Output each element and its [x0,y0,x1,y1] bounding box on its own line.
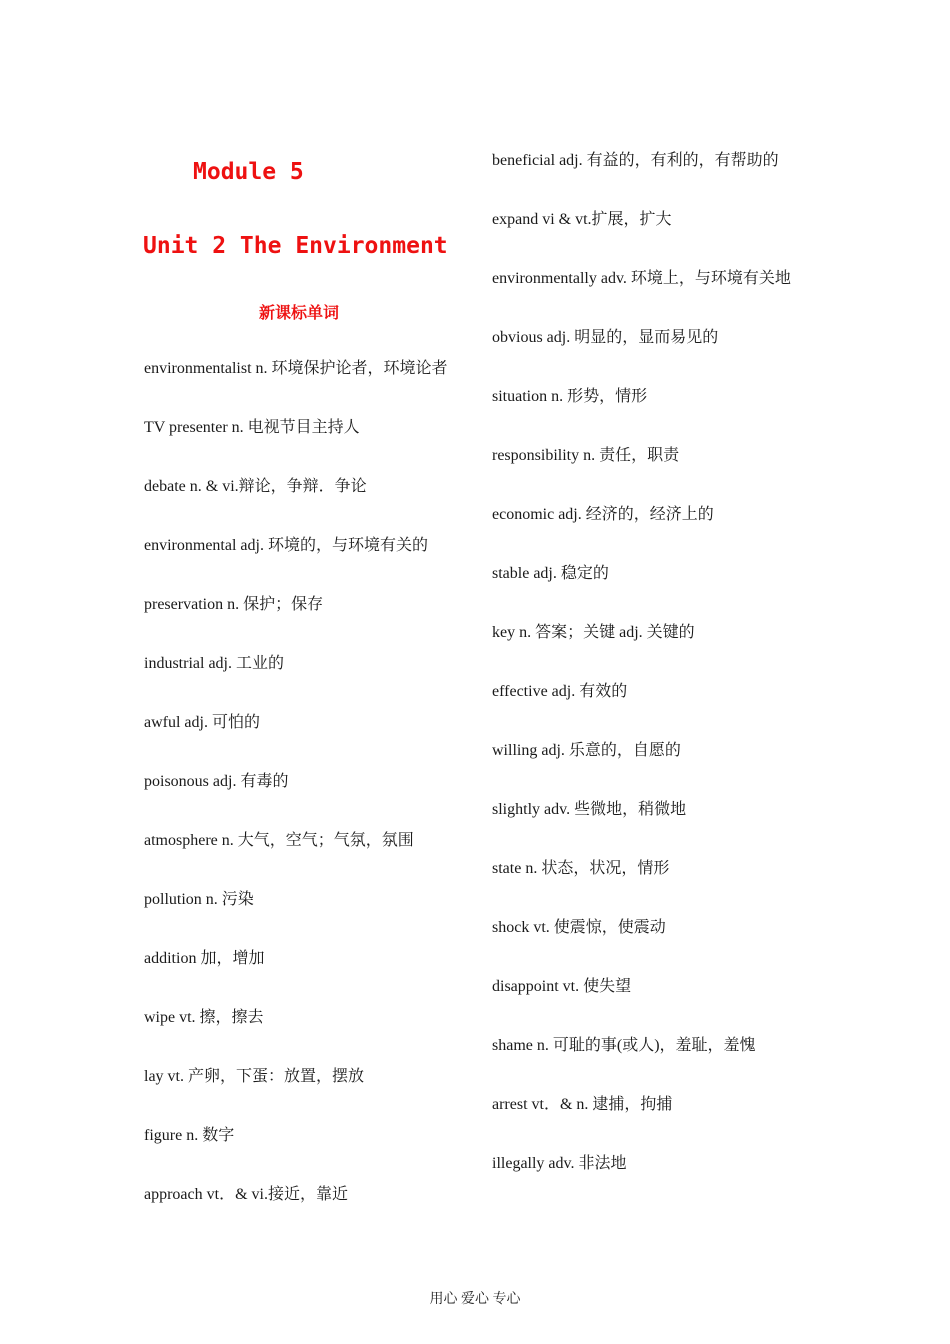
vocab-entry: debate n. & vi.辩论，争辩．争论 [144,478,367,495]
vocab-entry: poisonous adj. 有毒的 [144,773,289,790]
vocab-entry: environmental adj. 环境的，与环境有关的 [144,537,428,554]
section-label: 新课标单词 [259,303,340,322]
vocab-entry: willing adj. 乐意的，自愿的 [492,742,681,759]
unit-title: Unit 2 The Environment [143,233,448,259]
vocab-entry: illegally adv. 非法地 [492,1155,627,1172]
vocab-entry: responsibility n. 责任，职责 [492,447,680,464]
vocab-entry: economic adj. 经济的，经济上的 [492,506,714,523]
vocab-entry: approach vt．& vi.接近，靠近 [144,1186,348,1203]
page-footer: 用心 爱心 专心 [429,1292,521,1307]
vocab-entry: awful adj. 可怕的 [144,714,260,731]
vocab-entry: industrial adj. 工业的 [144,655,284,672]
vocab-entry: environmentally adv. 环境上，与环境有关地 [492,270,791,287]
vocab-entry: wipe vt. 擦，擦去 [144,1009,264,1026]
vocab-entry: expand vi & vt.扩展，扩大 [492,211,672,228]
vocab-entry: shame n. 可耻的事(或人)，羞耻，羞愧 [492,1037,756,1054]
module-title: Module 5 [193,159,304,185]
vocab-entry: slightly adv. 些微地，稍微地 [492,801,687,818]
vocab-entry: situation n. 形势，情形 [492,388,648,405]
vocab-entry: pollution n. 污染 [144,891,254,908]
vocab-entry: disappoint vt. 使失望 [492,978,632,995]
vocab-entry: atmosphere n. 大气，空气；气氛，氛围 [144,832,414,849]
vocab-entry: preservation n. 保护；保存 [144,596,324,613]
vocab-entry: TV presenter n. 电视节目主持人 [144,419,360,436]
vocab-entry: effective adj. 有效的 [492,683,628,700]
vocab-entry: stable adj. 稳定的 [492,565,609,582]
vocab-entry: key n. 答案；关键 adj. 关键的 [492,624,695,641]
vocab-entry: shock vt. 使震惊，使震动 [492,919,666,936]
vocab-entry: lay vt. 产卵，下蛋：放置，摆放 [144,1068,364,1085]
vocab-entry: beneficial adj. 有益的，有利的，有帮助的 [492,152,779,169]
vocab-column-left [144,355,474,1240]
vocab-entry: addition 加，增加 [144,950,265,967]
vocab-entry: obvious adj. 明显的，显而易见的 [492,329,719,346]
vocab-entry: figure n. 数字 [144,1127,235,1144]
vocab-column-right [492,147,822,1209]
vocab-entry: environmentalist n. 环境保护论者，环境论者 [144,360,448,377]
vocab-entry: state n. 状态，状况，情形 [492,860,670,877]
vocab-entry: arrest vt．& n. 逮捕，拘捕 [492,1096,673,1113]
